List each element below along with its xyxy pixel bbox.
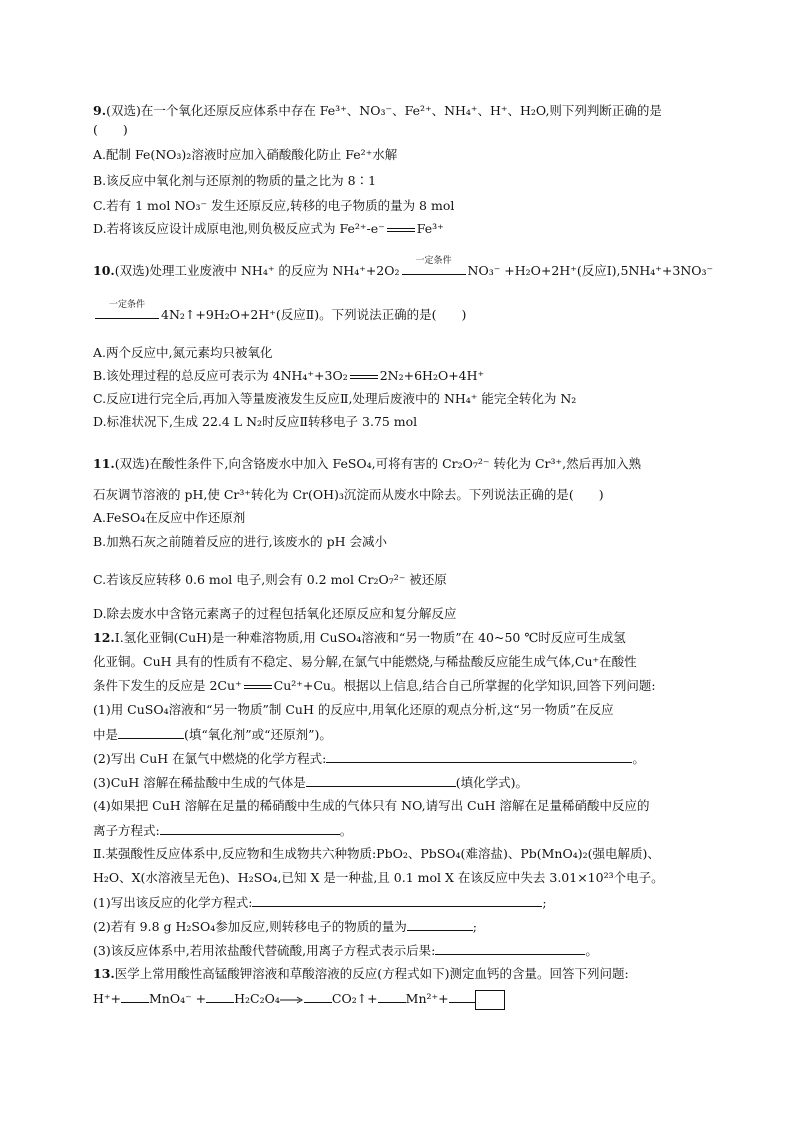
q10-option-c: C.反应Ⅰ进行完全后,再加入等量废液发生反应Ⅱ,处理后废液中的 NH₄⁺ 能完全转化为 N₂ [93, 391, 577, 406]
coefficient-blank[interactable] [378, 989, 406, 1003]
q12-line-7: (3)CuH 溶解在稀盐酸中生成的气体是 (填化学式)。 [93, 775, 528, 790]
q12-line-8: (4)如果把 CuH 溶解在足量的稀硝酸中生成的气体只有 NO,请写出 CuH 溶解在足量稀硝酸中反应的 [93, 798, 650, 813]
coefficient-blank[interactable] [449, 989, 475, 1003]
q12-line-6: (2)写出 CuH 在氯气中燃烧的化学方程式: 。 [93, 751, 645, 766]
coefficient-blank[interactable] [304, 989, 332, 1003]
equals-sign [350, 375, 378, 379]
answer-blank[interactable] [306, 773, 456, 787]
answer-box[interactable] [475, 990, 505, 1010]
q10-option-a: A.两个反应中,氮元素均只被氧化 [93, 345, 273, 360]
answer-blank[interactable] [407, 917, 473, 931]
q10-stem-2: 一定条件 4N₂↑+9H₂O+2H⁺(反应Ⅱ)。下列说法正确的是( ) [93, 306, 466, 324]
q11-option-b: B.加熟石灰之前随着反应的进行,该废水的 pH 会减小 [93, 534, 387, 549]
arrow-icon [280, 996, 304, 1004]
q11-option-d: D.除去废水中含铬元素离子的过程包括氧化还原反应和复分解反应 [93, 606, 457, 621]
q12-line-11: H₂O、X(水溶液呈无色)、H₂SO₄,已知 X 是一种盐,且 0.1 mol X 在该反应中失去 3.01×10²³个电子。 [93, 870, 664, 885]
q12-line-4: (1)用 CuSO₄溶液和“另一物质”制 CuH 的反应中,用氧化还原的观点分析,这“另一物质”在反应 [93, 702, 614, 717]
q12-line-1: 12.Ⅰ.氢化亚铜(CuH)是一种难溶物质,用 CuSO₄溶液和“另一物质”在 40~50 ℃时反应可生成氢 [93, 630, 626, 645]
q13-stem: 13.医学上常用酸性高锰酸钾溶液和草酸溶液的反应(方程式如下)测定血钙的含量。回答下列问题: [93, 966, 629, 981]
q9-paren: ( ) [93, 122, 128, 137]
q11-stem-2: 石灰调节溶液的 pH,使 Cr³⁺转化为 Cr(OH)₃沉淀而从废水中除去。下列说法正确的是( ) [93, 487, 604, 502]
q12-line-2: 化亚铜。CuH 具有的性质有不稳定、易分解,在氯气中能燃烧,与稀盐酸反应能生成气体,Cu⁺在酸性 [93, 654, 637, 669]
q12-line-14: (3)该反应体系中,若用浓盐酸代替硫酸,用离子方程式表示后果: 。 [93, 943, 598, 958]
answer-blank[interactable] [160, 821, 340, 835]
q11-stem-1: 11.(双选)在酸性条件下,向含铬废水中加入 FeSO₄,可将有害的 Cr₂O₇²⁻ 转化为 Cr³⁺,然后再加入熟 [93, 456, 642, 471]
q10-option-b: B.该处理过程的总反应可表示为 4NH₄⁺+3O₂ 2N₂+6H₂O+4H⁺ [93, 368, 485, 383]
q10-stem-1: 10.(双选)处理工业废液中 NH₄⁺ 的反应为 NH₄⁺+2O₂ 一定条件 NO₃⁻ +H₂O+2H⁺(反应Ⅰ),5NH₄⁺+3NO₃⁻ [93, 256, 714, 278]
equals-sign [387, 228, 415, 232]
q12-line-3: 条件下发生的反应是 2Cu⁺ Cu²⁺+Cu。根据以上信息,结合自己所掌握的化学知识,回答下列问题: [93, 678, 656, 693]
answer-blank[interactable] [118, 725, 184, 739]
q11-option-a: A.FeSO₄在反应中作还原剂 [93, 510, 246, 525]
q9-option-b: B.该反应中氧化剂与还原剂的物质的量之比为 8∶1 [93, 173, 377, 188]
q11-option-c: C.若该反应转移 0.6 mol 电子,则会有 0.2 mol Cr₂O₇²⁻ 被还原 [93, 572, 447, 587]
q9-option-d: D.若将该反应设计成原电池,则负极反应式为 Fe²⁺-e⁻ Fe³⁺ [93, 221, 444, 236]
condition-arrow: 一定条件 [402, 264, 466, 275]
coefficient-blank[interactable] [206, 989, 234, 1003]
q9-option-c: C.若有 1 mol NO₃⁻ 发生还原反应,转移的电子物质的量为 8 mol [93, 198, 455, 213]
q9-option-a: A.配制 Fe(NO₃)₂溶液时应加入硝酸酸化防止 Fe²⁺水解 [93, 147, 398, 162]
answer-blank[interactable] [326, 749, 632, 763]
answer-blank[interactable] [252, 893, 542, 907]
condition-arrow: 一定条件 [95, 308, 159, 319]
q12-line-10: Ⅱ.某强酸性反应体系中,反应物和生成物共六种物质:PbO₂、PbSO₄(难溶盐)、Pb(MnO₄)₂(强电解质)、 [93, 846, 660, 861]
q9-stem: 9.(双选)在一个氧化还原反应体系中存在 Fe³⁺、NO₃⁻、Fe²⁺、NH₄⁺、H⁺、H₂O,则下列判断正确的是 [93, 103, 662, 118]
q12-line-12: (1)写出该反应的化学方程式: ; [93, 895, 547, 910]
answer-blank[interactable] [435, 941, 585, 955]
q12-line-9: 离子方程式: 。 [93, 823, 353, 838]
q12-line-13: (2)若有 9.8 g H₂SO₄参加反应,则转移电子的物质的量为 ; [93, 919, 477, 934]
q12-line-5: 中是 (填“氧化剂”或“还原剂”)。 [93, 727, 332, 742]
q13-equation: H⁺+ MnO₄⁻ + H₂C₂O₄ CO₂↑+ Mn²⁺+ [93, 989, 505, 1010]
q10-option-d: D.标准状况下,生成 22.4 L N₂时反应Ⅱ转移电子 3.75 mol [93, 414, 418, 429]
coefficient-blank[interactable] [121, 989, 149, 1003]
equals-sign [244, 685, 272, 689]
